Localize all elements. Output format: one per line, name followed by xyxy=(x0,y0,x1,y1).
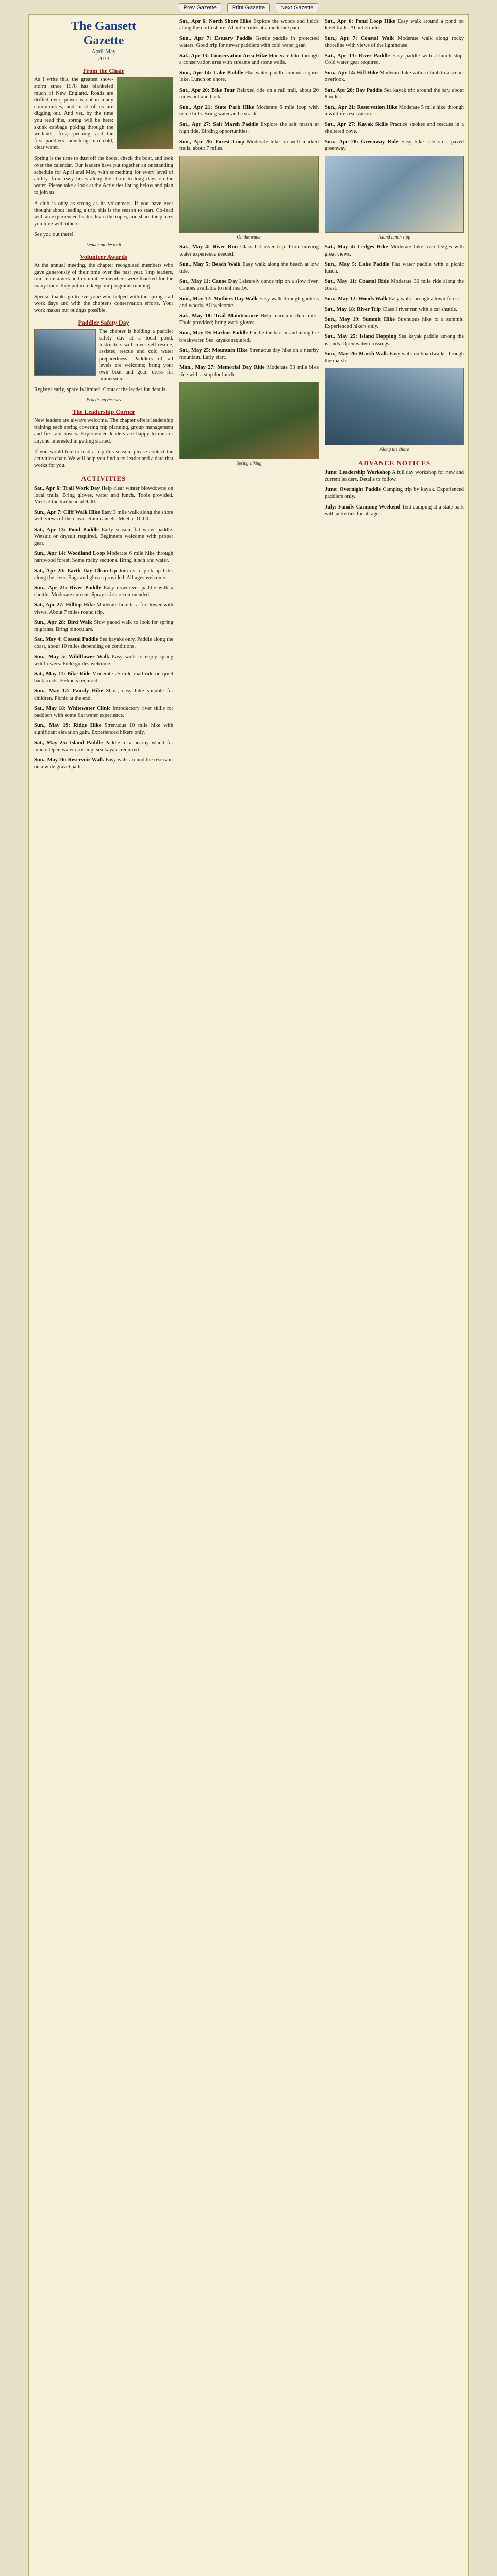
rescue-photo xyxy=(34,329,96,376)
activity-item xyxy=(179,121,319,134)
activity-date: Sat., May 11: Coastal Ride xyxy=(325,279,389,285)
activity-item xyxy=(325,296,464,302)
safety-paragraph: Register early, space is limited. Contact the leader for details. xyxy=(34,387,167,393)
activity-item xyxy=(179,313,319,326)
safety-paragraph: The chapter is holding a paddler safety day at a local pond. Instructors will cover self rescue, assisted rescue and cold water preparedness. Paddlers of all levels are welcome; bring your own boat and gear, dress for immersion. xyxy=(99,328,173,382)
activity-description: Moderate 6 mile hike through hardwood forest. Some rocky sections. Bring lunch and water. xyxy=(34,551,173,564)
water-photo xyxy=(179,156,319,233)
activity-item xyxy=(34,688,173,701)
water-photo-caption: On the water xyxy=(237,234,261,240)
activity-item xyxy=(325,18,464,31)
activity-item xyxy=(34,757,173,770)
activity-date: Sun., May 26: Marsh Walk xyxy=(325,351,388,357)
activity-date: Sun., Apr 14: Woodland Loop xyxy=(34,551,105,557)
activity-item xyxy=(325,469,464,483)
activity-date: Sat., Apr 27: Salt Marsh Paddle xyxy=(179,122,258,128)
activity-date: Sat., Apr 27: Kayak Skills xyxy=(325,122,388,128)
activity-description: Explore the salt marsh at high tide. Birding opportunities. xyxy=(179,122,319,134)
activity-date: Sat., Apr 20: Bike Tour xyxy=(179,87,235,93)
activity-item xyxy=(179,347,319,361)
rescue-photo-caption: Practicing rescues xyxy=(86,397,121,402)
leadership-heading: The Leadership Corner xyxy=(72,408,135,415)
activity-description: Moderate hike over ledges with great views. xyxy=(325,244,464,257)
activity-item xyxy=(179,139,319,152)
activity-date: Sat., Apr 13: River Paddle xyxy=(325,53,390,59)
island-photo xyxy=(325,156,464,233)
activity-item xyxy=(325,244,464,257)
leadership-paragraph: New leaders are always welcome. The chapter offers leadership training each spring covering trip planning, group management and first aid basics. Experienced leaders are happy to mentor anyone interested in getting started. xyxy=(34,417,173,444)
activity-item xyxy=(325,351,464,364)
leader-photo xyxy=(117,77,173,149)
activity-date: Sun., May 5: Wildflower Walk xyxy=(34,654,110,660)
activity-description: Sea kayak trip around the bay, about 8 miles. xyxy=(325,87,464,100)
activity-item xyxy=(34,485,173,506)
activity-date: Sat., May 4: River Run xyxy=(179,244,238,250)
activity-description: Easy walk around the reservoir on a wide gravel path. xyxy=(34,757,173,770)
activity-item xyxy=(325,104,464,117)
activity-date: Sat., May 11: Bike Ride xyxy=(34,671,91,677)
shore-photo xyxy=(325,368,464,445)
activity-date: Sun., May 19: Harbor Paddle xyxy=(179,330,248,336)
activity-description: Moderate 30 mile bike ride with a stop for lunch. xyxy=(179,365,319,378)
activity-date: Sun., Apr 28: Bird Walk xyxy=(34,619,92,625)
leader-photo-caption: Leader on the trail xyxy=(86,242,121,247)
activity-date: Sat., May 18: Trail Maintenance xyxy=(179,313,258,319)
activity-date: Sat., Apr 6: North Shore Hike xyxy=(179,19,252,24)
next-gazette-button[interactable]: Next Gazette xyxy=(276,3,318,12)
activity-date: July: Family Camping Weekend xyxy=(325,504,401,510)
activity-description: Moderate walk along rocky shoreline with views of the lighthouse. xyxy=(325,36,464,48)
activity-description: Strenuous hike to a summit. Experienced hikers only. xyxy=(325,317,464,330)
activities-list-right-2 xyxy=(325,244,464,364)
activity-description: Moderate hike to a fire tower with views. About 7 miles round trip. xyxy=(34,602,173,615)
activity-date: Sun., Apr 14: Lake Paddle xyxy=(179,70,243,76)
activity-item xyxy=(325,121,464,134)
activity-description: Short, easy hike suitable for children. Picnic at the end. xyxy=(34,688,173,701)
activity-item xyxy=(179,18,319,31)
gazette-page xyxy=(28,14,469,2576)
chair-paragraph: As I write this, the greatest snow-storm since 1978 has blanketed much of New England. Roads are drifted over, power is out in many communities, and most of us are digging out. And yet, by the time you read this, spring will be here: skunk cabbage poking through the wetlands, frogs peeping, and the first paddlers launching into cold, clear water. xyxy=(34,77,113,151)
activity-description: Easy bike ride on a paved greenway. xyxy=(325,139,464,152)
activity-description: Introductory river skills for paddlers with some flat water experience. xyxy=(34,705,173,719)
activity-description: Sea kayak paddle among the islands. Open water crossings. xyxy=(325,334,464,347)
activity-date: Sat., Apr 13: Conservation Area Hike xyxy=(179,53,267,59)
activity-description: Easy paddle with a lunch stop. Cold water gear required. xyxy=(325,53,464,66)
activity-item xyxy=(325,316,464,330)
chair-paragraph: A club is only as strong as its volunteers. If you have ever thought about leading a trip, this is the season to start. Co-lead with an experienced leader, learn the ropes, and share the places you love with others. xyxy=(34,200,173,227)
chair-paragraph: Spring is the time to dust off the boots, check the boat, and look over the calendar. Our leaders have put together an outstanding schedule for April and May, with something for every level of ability, from easy hikes along the shore to long days on the water. Please take a look at the Activities listing below and plan to join us. xyxy=(34,156,173,196)
activity-date: Sun., May 26: Reservoir Walk xyxy=(34,757,104,764)
activity-description: Easy 3 mile walk along the shore with views of the ocean. Rain cancels. Meet at 10:00. xyxy=(34,510,173,522)
activity-description: Leisurely canoe trip on a slow river. Canoes available to rent nearby. xyxy=(179,279,319,292)
top-navigation xyxy=(0,0,497,14)
advance-notices-heading: ADVANCE NOTICES xyxy=(358,459,431,467)
activity-date: Sun., Apr 28: Forest Loop xyxy=(179,139,245,145)
activity-date: Sun., Apr 7: Cliff Walk Hike xyxy=(34,510,100,516)
activity-description: Early season flat water paddle. Wetsuit or drysuit required. Beginners welcome with proper gear. xyxy=(34,527,173,546)
activity-item xyxy=(34,602,173,615)
activity-item xyxy=(179,261,319,275)
safety-heading: Paddler Safety Day xyxy=(78,318,129,326)
activity-item xyxy=(325,278,464,292)
activity-item xyxy=(179,87,319,100)
activity-item xyxy=(179,35,319,48)
activity-date: Sun., May 12: Woods Walk xyxy=(325,296,388,302)
activity-item xyxy=(34,740,173,753)
activity-item xyxy=(325,306,464,313)
activity-item xyxy=(325,486,464,500)
hiking-photo-caption: Spring hiking xyxy=(236,460,262,466)
activity-description: Slow paced walk to look for spring migrants. Bring binoculars. xyxy=(34,619,173,633)
activity-date: Sat., May 18: Whitewater Clinic xyxy=(34,705,111,711)
activity-date: Sat., May 25: Island Hopping xyxy=(325,334,396,340)
activity-date: Sun., Apr 7: Coastal Walk xyxy=(325,36,394,42)
activity-description: Explore the woods and fields along the north shore. About 5 miles at a moderate pace. xyxy=(179,19,319,31)
activity-item xyxy=(34,671,173,684)
activities-list-middle-2 xyxy=(179,244,319,378)
activity-description: Practice strokes and rescues in a sheltered cove. xyxy=(325,122,464,134)
activities-list-middle xyxy=(179,18,319,152)
activity-description: Easy downriver paddle with a shuttle. Moderate current. Spray skirts recommended. xyxy=(34,585,173,598)
activity-description: Relaxed ride on a rail trail, about 20 miles out and back. xyxy=(179,87,319,100)
activity-date: Sun., May 5: Lake Paddle xyxy=(325,261,389,267)
activity-description: A full day workshop for new and current leaders. Details to follow. xyxy=(325,469,464,482)
activity-date: Sat., Apr 20: Earth Day Clean-Up xyxy=(34,568,117,574)
activity-description: Flat water paddle around a quiet lake. Lunch on shore. xyxy=(179,70,319,83)
activity-date: Sat., Apr 6: Pond Loop Hike xyxy=(325,19,395,24)
activity-item xyxy=(179,244,319,257)
activity-description: Moderate 30 mile ride along the coast. xyxy=(325,279,464,292)
activity-item xyxy=(325,70,464,83)
activity-item xyxy=(325,504,464,517)
activity-item xyxy=(325,53,464,66)
activity-date: Sat., Apr 6: Trail Work Day xyxy=(34,485,100,492)
activity-date: Sun., May 19: Ridge Hike xyxy=(34,723,102,729)
activity-date: Sun., Apr 7: Estuary Paddle xyxy=(179,36,253,42)
activity-date: Sat., Apr 20: Bay Paddle xyxy=(325,87,383,93)
activity-date: June: Overnight Paddle xyxy=(325,487,381,493)
activity-item xyxy=(34,654,173,667)
activity-description: Sea kayaks only. Paddle along the coast, about 10 miles depending on conditions. xyxy=(34,637,173,650)
print-gazette-button[interactable]: Print Gazette xyxy=(227,3,270,12)
prev-gazette-button[interactable]: Prev Gazette xyxy=(179,3,221,12)
activity-description: Moderate hike with a climb to a scenic overlook. xyxy=(325,70,464,83)
activity-item xyxy=(34,636,173,650)
activity-description: Easy walk through gardens and woods. All welcome. xyxy=(179,296,319,309)
activity-date: Sun., Apr 21: State Park Hike xyxy=(179,105,254,111)
activity-item xyxy=(34,527,173,547)
activity-description: Moderate 6 mile loop with some hills. Bring water and a snack. xyxy=(179,105,319,117)
activity-item xyxy=(325,261,464,275)
activity-item xyxy=(179,330,319,343)
activity-date: Sun., Apr 21: Reservation Hike xyxy=(325,105,397,111)
activity-date: Sat., May 4: Coastal Paddle xyxy=(34,637,98,643)
activity-description: Flat water paddle with a picnic lunch. xyxy=(325,261,464,275)
activity-date: Sat., Apr 27: Hilltop Hike xyxy=(34,602,95,608)
activity-description: Paddle to a nearby island for lunch. Open water crossing; sea kayaks required. xyxy=(34,740,173,753)
activity-date: Sun., Apr 28: Greenway Ride xyxy=(325,139,399,145)
shore-photo-caption: Along the shore xyxy=(379,447,409,452)
activity-date: Sun., May 5: Beach Walk xyxy=(179,261,241,267)
activity-date: Mon., May 27: Memorial Day Ride xyxy=(179,365,265,371)
activity-item xyxy=(179,278,319,292)
activity-item xyxy=(34,509,173,522)
activity-description: Moderate hike on well marked trails, about 7 miles. xyxy=(179,139,319,152)
activity-item xyxy=(34,568,173,581)
activities-heading: ACTIVITIES xyxy=(81,474,126,483)
awards-paragraph: At the annual meeting, the chapter recognized members who gave generously of their time over the past year. Trip leaders, trail maintainers and committee members were thanked for the many hours they put in to keep our programs running. xyxy=(34,263,173,289)
activities-list-right xyxy=(325,18,464,152)
activity-description: Moderate 5 mile hike through a wildlife reservation. xyxy=(325,105,464,117)
masthead-title-1: The Gansett xyxy=(71,20,136,33)
island-photo-caption: Island lunch stop xyxy=(378,234,410,240)
activity-item xyxy=(179,296,319,309)
activity-description: Moderate 25 mile road ride on quiet back roads. Helmets required. xyxy=(34,671,173,684)
activity-item xyxy=(325,333,464,347)
activity-description: Strenuous 10 mile hike with significant elevation gain. Experienced hikers only. xyxy=(34,723,173,736)
activity-date: Sat., May 18: River Trip xyxy=(325,306,382,312)
activity-description: Class I river run with a car shuttle. xyxy=(382,306,457,312)
activity-description: Strenuous day hike on a nearby mountain. Early start. xyxy=(179,347,319,361)
activity-description: Camping trip by kayak. Experienced paddlers only. xyxy=(325,487,464,500)
activity-description: Join us to pick up litter along the river. Bags and gloves provided. All ages welcome. xyxy=(34,568,173,581)
activity-date: Sat., May 4: Ledges Hike xyxy=(325,244,388,250)
activity-item xyxy=(34,550,173,564)
activities-list-left xyxy=(34,485,173,771)
activity-item xyxy=(34,722,173,736)
activity-description: Easy walk to enjoy spring wildflowers. Field guides welcome. xyxy=(34,654,173,667)
masthead-year: 2013 xyxy=(98,56,109,62)
advance-notices-list xyxy=(325,469,464,517)
chair-paragraph: See you out there! xyxy=(34,232,74,238)
activity-date: Sun., May 12: Mothers Day Walk xyxy=(179,296,258,302)
activity-item xyxy=(34,585,173,598)
column-left xyxy=(34,18,173,2576)
activity-description: Easy walk on boardwalks through the marsh. xyxy=(325,351,464,364)
activity-description: Easy walk around a pond on level trails. About 3 miles. xyxy=(325,19,464,31)
activity-item xyxy=(179,364,319,378)
activity-date: Sat., May 25: Island Paddle xyxy=(34,740,103,746)
activity-item xyxy=(179,70,319,83)
activity-date: Sun., Apr 14: Hill Hike xyxy=(325,70,378,76)
activity-description: Class I-II river trip. Prior moving water experience needed. xyxy=(179,244,319,257)
activity-description: Gentle paddle in protected waters. Good trip for newer paddlers with cold water gear. xyxy=(179,36,319,48)
hiking-photo xyxy=(179,382,319,459)
activity-date: Sat., May 25: Mountain Hike xyxy=(179,347,248,353)
activity-date: Sat., Apr 13: Pond Paddle xyxy=(34,527,99,533)
activity-date: June: Leadership Workshop xyxy=(325,469,391,476)
activity-description: Paddle the harbor and along the breakwater. Sea kayaks required. xyxy=(179,330,319,343)
activity-date: Sat., May 11: Canoe Day xyxy=(179,279,238,285)
activity-date: Sun., May 19: Summit Hike xyxy=(325,317,395,323)
awards-heading: Volunteer Awards xyxy=(80,252,127,260)
activity-description: Easy walk along the beach at low tide. xyxy=(179,261,319,275)
masthead-title-2: Gazette xyxy=(83,34,124,47)
masthead xyxy=(34,19,173,62)
activity-description: Help maintain club trails. Tools provided; bring work gloves. xyxy=(179,313,319,326)
activity-date: Sun., May 12: Family Hike xyxy=(34,688,103,694)
activity-item xyxy=(179,104,319,117)
activity-item xyxy=(34,705,173,719)
activity-item xyxy=(325,139,464,152)
activity-date: Sun., Apr 21: River Paddle xyxy=(34,585,101,591)
leadership-paragraph: If you would like to lead a trip this season, please contact the activities chair. We will help you find a co-leader and a date that works for you. xyxy=(34,449,173,469)
activity-item xyxy=(179,53,319,66)
activity-item xyxy=(34,619,173,633)
activity-description: Easy walk through a town forest. xyxy=(389,296,461,302)
column-right xyxy=(325,18,464,2576)
awards-paragraph: Special thanks go to everyone who helped with the spring trail work days and with the chapter's conservation efforts. Your work makes our outings possible. xyxy=(34,294,173,314)
activity-description: Moderate hike through a conservation area with streams and stone walls. xyxy=(179,53,319,66)
masthead-month: April-May xyxy=(91,48,116,55)
column-middle xyxy=(179,18,319,2576)
activity-description: Help clear winter blowdowns on local trails. Bring gloves, water and lunch. Tools provided. Meet at the trailhead at 9:00. xyxy=(34,485,173,505)
activity-item xyxy=(325,87,464,100)
activity-description: Tent camping at a state park with activities for all ages. xyxy=(325,504,464,517)
chair-heading: From the Chair xyxy=(82,67,125,74)
activity-item xyxy=(325,35,464,48)
